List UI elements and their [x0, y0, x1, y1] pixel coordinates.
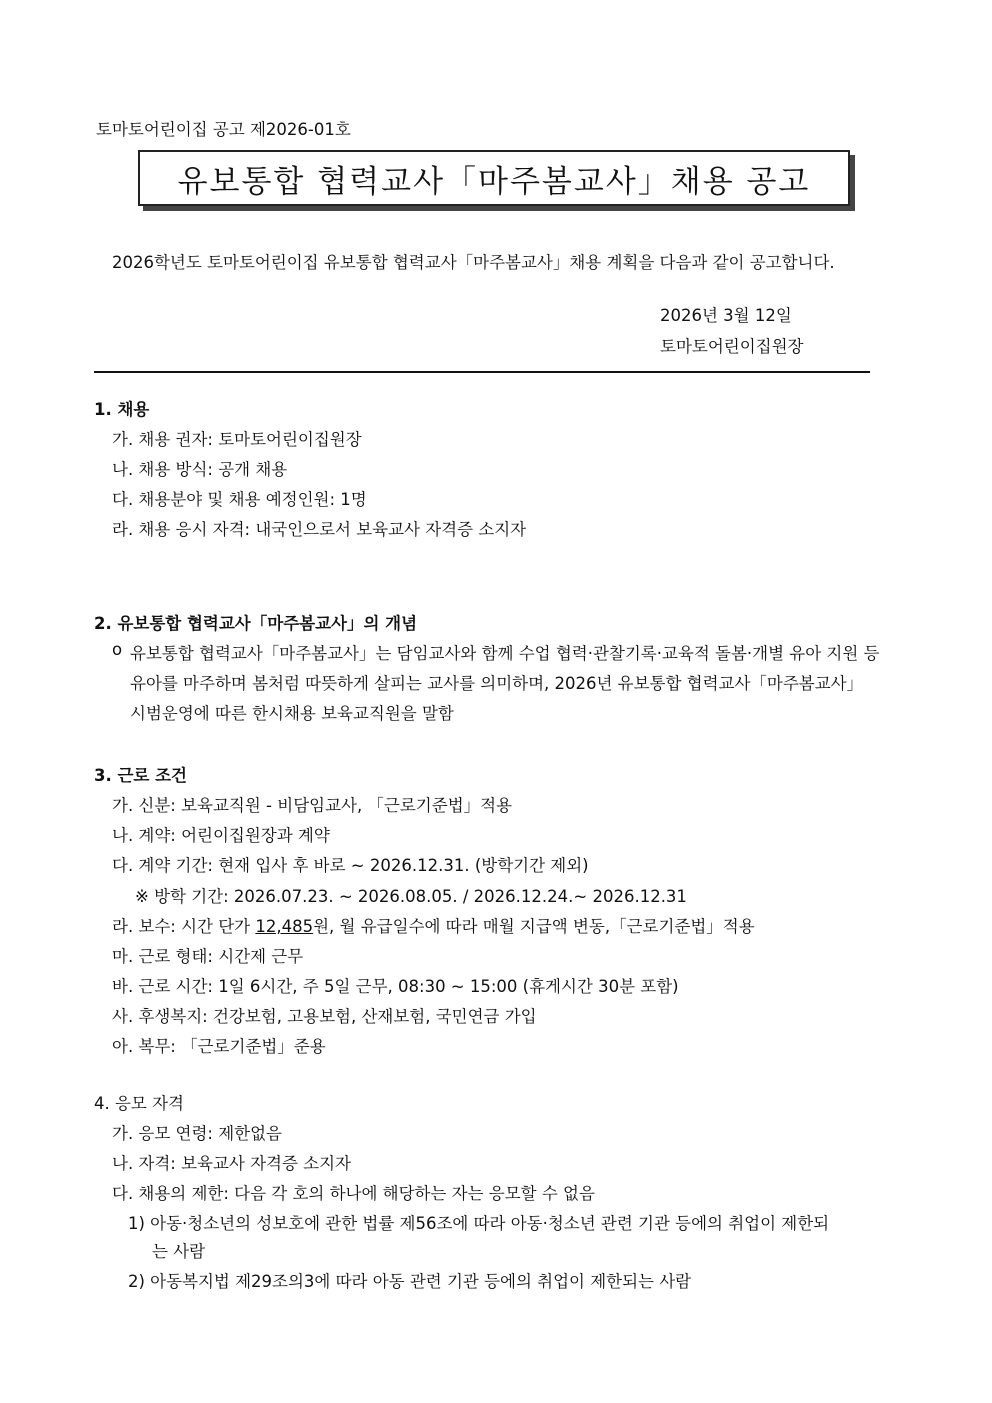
divider-line	[94, 371, 870, 373]
page-title: 유보통합 협력교사「마주봄교사」채용 공고	[177, 163, 811, 200]
section2-line: 유보통합 협력교사「마주봄교사」는 담임교사와 함께 수업 협력·관찰기록·교육적 돌봄·개별 유아 지원 등	[130, 644, 880, 663]
contract-period: 다. 계약 기간: 현재 입사 후 바로 ~ 2026.12.31. (방학기간 제외)	[112, 856, 589, 875]
vacation-period: ※ 방학 기간: 2026.07.23. ~ 2026.08.05. / 2026.12.24.~ 2026.12.31	[135, 887, 687, 906]
intro-text: 2026학년도 토마토어린이집 유보통합 협력교사「마주봄교사」채용 계획을 다음과 같이 공고합니다.	[112, 253, 835, 272]
restriction-item: 2) 아동복지법 제29조의3에 따라 아동 관련 기관 등에의 취업이 제한되는 사람	[128, 1272, 692, 1291]
section1-item: 나. 채용 방식: 공개 채용	[112, 460, 288, 479]
work-contract: 나. 계약: 어린이집원장과 계약	[112, 826, 330, 845]
section2-line: 시범운영에 따른 한시채용 보육교직원을 말함	[130, 704, 454, 723]
work-hours: 바. 근로 시간: 1일 6시간, 주 5일 근무, 08:30 ~ 15:00 (휴게시간 30분 포함)	[112, 977, 679, 996]
pay-line	[112, 913, 755, 937]
section3-heading: 3. 근로 조건	[94, 766, 187, 785]
bullet-marker: o	[112, 640, 123, 659]
section1-item: 라. 채용 응시 자격: 내국인으로서 보육교사 자격증 소지자	[112, 520, 527, 539]
applicant-qualification: 나. 자격: 보육교사 자격증 소지자	[112, 1154, 351, 1173]
section4-heading: 4. 응모 자격	[94, 1094, 184, 1113]
duty: 아. 복무: 「근로기준법」준용	[112, 1037, 326, 1056]
restriction-item: 1) 아동·청소년의 성보호에 관한 법률 제56조에 따라 아동·청소년 관련 기관 등에의 취업이 제한되	[128, 1214, 830, 1233]
notice-number: 토마토어린이집 공고 제2026-01호	[96, 120, 351, 139]
section1-item: 가. 채용 권자: 토마토어린이집원장	[112, 430, 362, 449]
section2-heading: 2. 유보통합 협력교사「마주봄교사」의 개념	[94, 614, 418, 633]
hourly-rate: 12,485	[255, 917, 314, 936]
announcement-date: 2026년 3월 12일	[660, 306, 792, 325]
pay-suffix: 원, 월 유급일수에 따라 매월 지급액 변동,「근로기준법」적용	[313, 917, 755, 936]
signer: 토마토어린이집원장	[660, 337, 804, 356]
section1-item: 다. 채용분야 및 채용 예정인원: 1명	[112, 490, 367, 509]
welfare: 사. 후생복지: 건강보험, 고용보험, 산재보험, 국민연금 가입	[112, 1007, 537, 1026]
work-form: 마. 근로 형태: 시간제 근무	[112, 947, 304, 966]
section2-line: 유아를 마주하며 봄처럼 따뜻하게 살피는 교사를 의미하며, 2026년 유보통합 협력교사「마주봄교사」	[130, 674, 864, 693]
title-box	[138, 150, 850, 206]
applicant-age: 가. 응모 연령: 제한없음	[112, 1124, 282, 1143]
pay-prefix: 라. 보수: 시간 단가	[112, 917, 256, 936]
section1-heading: 1. 채용	[94, 400, 150, 419]
employment-restriction: 다. 채용의 제한: 다음 각 호의 하나에 해당하는 자는 응모할 수 없음	[112, 1184, 595, 1203]
work-status: 가. 신분: 보육교직원 - 비담임교사, 「근로기준법」적용	[112, 796, 513, 815]
restriction-item-cont: 는 사람	[152, 1242, 206, 1261]
